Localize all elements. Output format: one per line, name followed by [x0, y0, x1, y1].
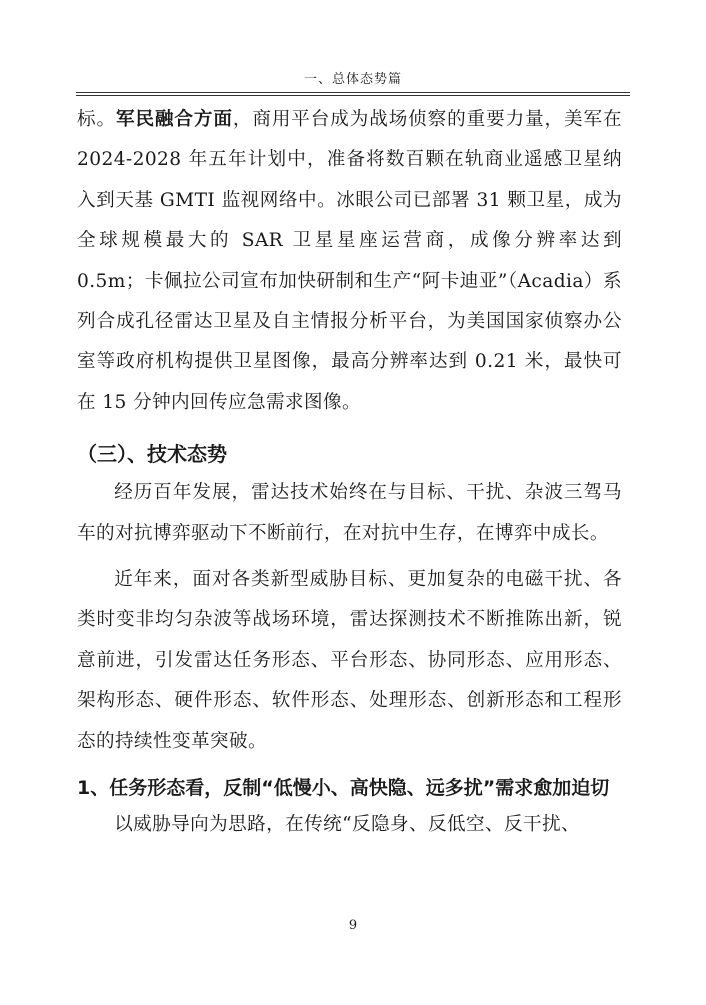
bold-topic-label: 军民融合方面	[115, 109, 233, 130]
page-body	[77, 100, 622, 846]
paragraph-threat-oriented: 以威胁导向为思路，在传统“反隐身、反低空、反干扰、	[114, 814, 580, 836]
paragraph-recent-years: 近年来，面对各类新型威胁目标、更加复杂的电磁干扰、各类时变非均匀杂波等战场环境，雷达探测技术不断推陈出新，锐意前进，引发雷达任务形态、平台形态、协同形态、应用形态、架构形态、硬件形态、软件形态、处理形态、创新形态和工程形态的持续性变革突破。	[77, 569, 622, 752]
paragraph-lead: 标。	[77, 109, 116, 130]
paragraph-military-civil	[77, 100, 622, 423]
header-rule-bottom	[76, 95, 630, 96]
paragraph-text: ，商用平台成为战场侦察的重要力量，美军在 2024-2028 年五年计划中，准备将数百颗在轨商业遥感卫星纳入到天基 GMTI 监视网络中。冰眼公司已部署 31 颗卫星，成为全球规模最大的 SAR 卫星星座运营商，成像分辨率达到 0.5m；卡佩拉公司宣布加快研制和生产“阿卡迪亚”（Acadia）系列合成孔径雷达卫星及自主情报分析平台，为美国国家侦察办公室等政府机构提供卫星图像，最高分辨率达到 0.21 米，最快可在 15 分钟内回传应急需求图像。	[77, 109, 622, 413]
running-header: 一、总体态势篇	[303, 72, 402, 87]
page-number: 9	[348, 918, 358, 933]
subsection-heading: 1、任务形态看，反制“低慢小、高快隐、远多扰”需求愈加迫切	[77, 777, 610, 800]
paragraph-radar-history: 经历百年发展，雷达技术始终在与目标、干扰、杂波三驾马车的对抗博弈驱动下不断前行，在对抗中生存，在博弈中成长。	[77, 482, 622, 544]
header-rule-top	[76, 92, 630, 93]
section-heading: （三）、技术态势	[77, 442, 227, 467]
